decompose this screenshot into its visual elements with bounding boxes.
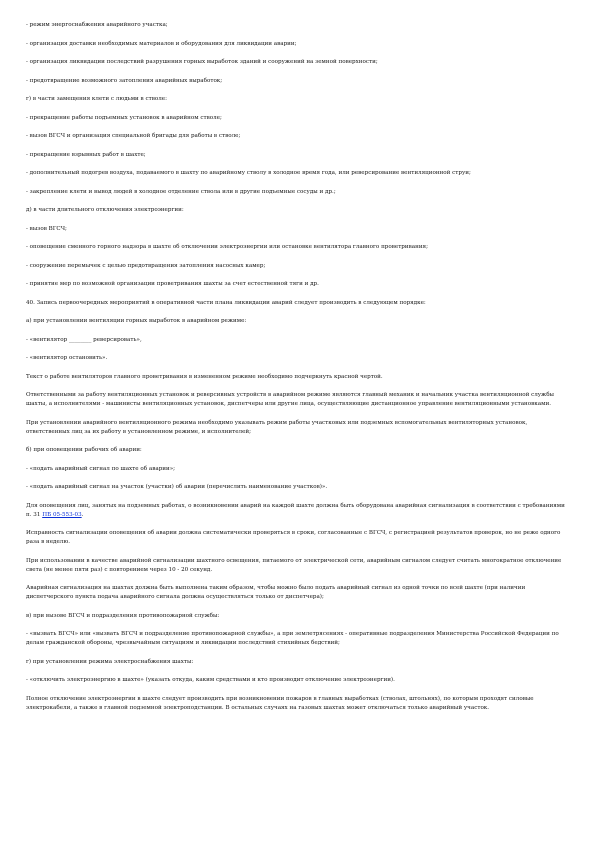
paragraph-with-link (26, 502, 572, 520)
regulation-link[interactable]: ПБ 05-553-03 (42, 511, 82, 518)
paragraph: - принятие мер по возможной организации проветривания шахты за счет естественной тяги и др. (26, 281, 319, 287)
paragraph: Исправность сигнализации оповещения об аварии должна систематически проверяться в сроки, согласованные с ВГСЧ, с регистрацией результатов проверок, но не реже одного раза в неделю. (26, 530, 561, 545)
paragraph: - предотвращение возможного затопления аварийных выработок; (26, 77, 223, 84)
paragraph: - «вентилятор ________ реверсировать», (26, 336, 142, 343)
paragraph: Текст о работе вентиляторов главного проветривания в измененном режиме необходимо подчеркнуть красной чертой. (26, 373, 383, 380)
paragraph: б) при оповещении рабочих об аварии: (26, 447, 142, 453)
paragraph: Ответственными за работу вентиляционных установок и реверсивных устройств в аварийном режиме являются главный механик и начальник участка вентиляционной службы шахты, а исполнителями - машинисты вентиляционных установок, диспетчеры или другие лица, осуществляющие дистанционное управление вентиляционными установками. (26, 392, 555, 407)
paragraph-text: Для оповещения лиц, занятых на подземных работах, о возникновении аварий на каждой шахте должна быть оборудована аварийная сигнализация в соответствии с требованиями п. 31 (26, 502, 565, 518)
paragraph: - «отключить электроэнергию в шахте» (указать откуда, каким средствами и кто производит отключение электроэнергии). (26, 677, 395, 683)
paragraph: - «подать аварийный сигнал по шахте об аварии»; (26, 465, 176, 472)
paragraph: - организация доставки необходимых материалов и оборудования для ликвидации аварии; (26, 40, 297, 47)
paragraph: - «подать аварийный сигнал на участок (участки) об аварии (перечислить наименование участков)». (26, 484, 328, 490)
paragraph: - «вызвать ВГСЧ» или «вызвать ВГСЧ и подразделение противопожарной службы», а при землетрясениях - оперативные подразделения Министерства Российской Федерации по делам гражданской обороны, чрезвычайным ситуациям и ликвидации последствий стихийных бедствий; (26, 631, 559, 646)
paragraph: в) при вызове ВГСЧ и подразделения противопожарной службы: (26, 612, 220, 619)
paragraph: - вызов ВГСЧ; (26, 225, 67, 232)
paragraph: - прекращение взрывных работ в шахте; (26, 151, 146, 158)
paragraph: - закрепление клети и вывод людей в холодное отделение ствола или в другие подъемные сосуды и др.; (26, 188, 336, 195)
paragraph: При установлении аварийного вентиляционного режима необходимо указывать режим работы участковых или подземных вспомогательных вентиляторных установок, ответственных лиц за их работу в установленном режиме, и исполнителей; (26, 419, 528, 435)
paragraph: - организация ликвидации последствий разрушения горных выработок зданий и сооружений на земной поверхности; (26, 59, 378, 65)
paragraph-tail: . (81, 511, 84, 518)
document-page (26, 21, 572, 722)
paragraph: а) при установлении вентиляции горных выработок в аварийном режиме: (26, 318, 247, 324)
paragraph: д) в части длительного отключения электроэнергии: (26, 207, 184, 213)
paragraph: г) в части замещения клети с людьми в стволе: (26, 96, 167, 102)
paragraph: - «вентилятор остановить». (26, 355, 108, 361)
paragraph: г) при установлении режима электроснабжения шахты: (26, 658, 194, 665)
paragraph: - режим энергоснабжения аварийного участка; (26, 22, 168, 28)
paragraph: - вызов ВГСЧ и организация специальной бригады для работы в стволе; (26, 133, 241, 139)
paragraph: - сооружение перемычек с целью предотвращения затопления насосных камер; (26, 262, 266, 269)
paragraph: Аварийная сигнализация на шахтах должна быть выполнена таким образом, чтобы можно было подать аварийный сигнал из одной точки по всей шахте (при наличии диспетчерского пункта подача аварийного сигнала должна осуществляться только от диспетчера); (26, 585, 526, 600)
paragraph: 40. Запись первоочередных мероприятий в оперативной части плана ликвидации аварий следует производить в следующем порядке: (26, 299, 426, 306)
paragraph: - оповещение сменного горного надзора в шахте об отключении электроэнергии или остановке вентилятора главного проветривания; (26, 244, 428, 250)
paragraph: Полное отключение электроэнергии в шахте следует производить при возникновении пожаров в главных выработках (стволах, штольнях), по которым проходят силовые электрокабели, а также в главной подземной электроподстанции. В остальных случаях на газовых шахтах может отключаться только аварийный участок. (26, 695, 534, 711)
paragraph: - прекращение работы подъемных установок в аварийном стволе; (26, 114, 222, 121)
paragraph: При использовании в качестве аварийной сигнализации шахтного освещения, питаемого от электрической сети, аварийным сигналом следует считать многократное отключение света (не менее пяти раз) с повторением через 10 - 20 секунд. (26, 557, 562, 573)
paragraph: - дополнительный подогрев воздуха, подаваемого в шахту по аварийному стволу в холодное время года, или реверсирование вентиляционной струи; (26, 170, 471, 176)
